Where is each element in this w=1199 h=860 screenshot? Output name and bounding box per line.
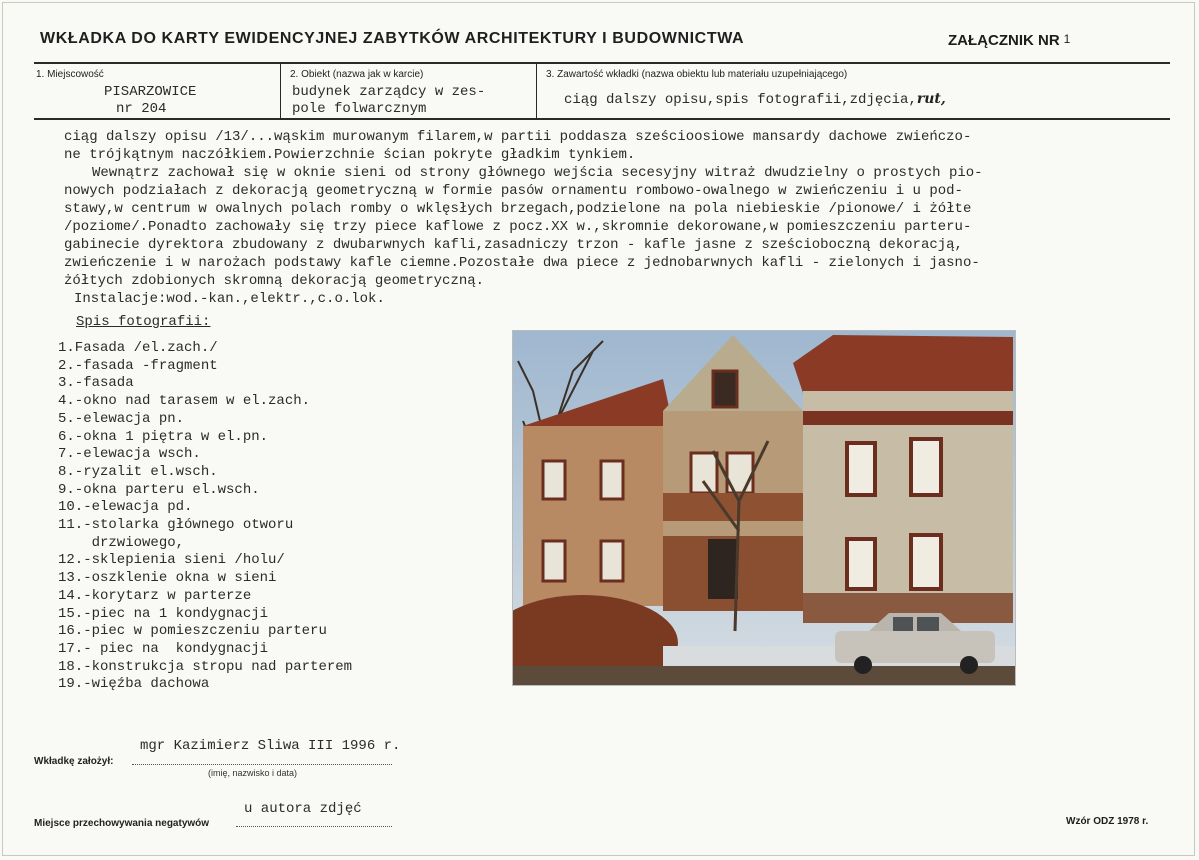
photo-list-item: 13.-oszklenie okna w sieni xyxy=(58,570,277,587)
description-line: Wewnątrz zachował się w oknie sieni od strony głównego wejścia secesyjny witraż dwudzielny o prostych pio- xyxy=(92,165,983,181)
photo-list-item: 17.- piec na kondygnacji xyxy=(58,640,269,657)
attachment-value: 1 xyxy=(1063,32,1071,46)
photo-list-item: 14.-korytarz w parterze xyxy=(58,587,252,604)
photo-list-item: 10.-elewacja pd. xyxy=(58,499,193,516)
field-3-label: 3. Zawartość wkładki (nazwa obiektu lub materiału uzupełniającego) xyxy=(546,69,848,80)
prepared-by-label: Wkładkę założył: xyxy=(34,756,114,767)
field-2-object-line2: pole folwarcznym xyxy=(292,101,427,117)
field-divider-2 xyxy=(536,63,537,118)
photo-list-item: 9.-okna parteru el.wsch. xyxy=(58,481,260,498)
photo-list-item: 11.-stolarka głównego otworu xyxy=(58,517,294,534)
photo-list-item: 1.Fasada /el.zach./ xyxy=(58,340,218,356)
photo-list-item: 18.-konstrukcja stropu nad parterem xyxy=(58,658,353,675)
photo-list-item: 7.-elewacja wsch. xyxy=(58,446,201,463)
form-title: WKŁADKA DO KARTY EWIDENCYJNEJ ZABYTKÓW ARCHITEKTURY I BUDOWNICTWA xyxy=(40,30,745,47)
field-1-label: 1. Miejscowość xyxy=(36,69,104,80)
photo-list xyxy=(58,340,352,694)
prepared-by-value: mgr Kazimierz Sliwa III 1996 r. xyxy=(140,738,401,754)
description-line: stawy,w centrum w owalnych polach romby o wklęsłych brzegach,podzielone na pola niebieskie /pionowe/ i żółte xyxy=(64,201,972,217)
field-3-contents xyxy=(564,91,946,109)
photo-list-item: 19.-więźba dachowa xyxy=(58,676,210,693)
prepared-by-line xyxy=(132,764,392,765)
description-line: ciąg dalszy opisu /13/...wąskim murowanym filarem,w partii poddasza sześcioosiowe mansardy dachowe zwieńczo- xyxy=(64,129,972,145)
description-line: gabinecie dyrektora zbudowany z dwubarwnych kafli,zasadniczy trzon - kafle jasne z sześcioboczną dekoracją, xyxy=(64,237,963,253)
header-rule-bottom xyxy=(34,118,1170,120)
attachment-number xyxy=(948,32,1070,49)
field-3-handwritten-note: rut, xyxy=(916,91,946,107)
photo-list-item: drzwiowego, xyxy=(58,534,185,551)
photo-list-item: 4.-okno nad tarasem w el.zach. xyxy=(58,393,311,410)
description-line: żółtych zdobionych skromną dekoracją geometryczną. xyxy=(64,273,485,289)
field-1-number: nr 204 xyxy=(116,101,167,117)
description-line: zwieńczenie i w narożach podstawy kafle ciemne.Pozostałe dwa piece z jednobarwnych kafli - zielonych i jasno- xyxy=(64,255,980,271)
negatives-location-label: Miejsce przechowywania negatywów xyxy=(34,818,210,829)
header-rule-top xyxy=(34,62,1170,64)
field-2-object-line1: budynek zarządcy w zes- xyxy=(292,84,486,100)
photo-list-item: 5.-elewacja pn. xyxy=(58,410,185,427)
prepared-by-note: (imię, nazwisko i data) xyxy=(208,768,298,778)
description-text xyxy=(64,128,1174,308)
field-divider-1 xyxy=(280,63,281,118)
building-photograph xyxy=(512,330,1016,686)
negatives-location-value: u autora zdjęć xyxy=(244,801,362,817)
attachment-label: ZAŁĄCZNIK NR xyxy=(948,32,1060,49)
photo-list-item: 3.-fasada xyxy=(58,375,134,392)
photo-list-item: 15.-piec na 1 kondygnacji xyxy=(58,605,269,622)
description-line: Instalacje:wod.-kan.,elektr.,c.o.lok. xyxy=(74,291,385,307)
negatives-location-line xyxy=(236,826,392,827)
description-line: /poziome/.Ponadto zachowały się trzy piece kaflowe z pocz.XX w.,skromnie dekorowane,w pomieszczeniu parteru- xyxy=(64,219,972,235)
photo-list-item: 2.-fasada -fragment xyxy=(58,357,218,374)
description-line: ne trójkątnym naczółkiem.Powierzchnie ścian pokryte gładkim tynkiem. xyxy=(64,147,636,163)
field-3-contents-text: ciąg dalszy opisu,spis fotografii,zdjęcia, xyxy=(564,92,917,108)
form-template-note: Wzór ODZ 1978 r. xyxy=(1066,816,1149,827)
photo-list-title: Spis fotografii: xyxy=(76,314,211,330)
description-line: nowych podziałach z dekoracją geometryczną w formie pasów ornamentu rombowo-owalnego w zwieńczeniu i u pod- xyxy=(64,183,963,199)
field-1-locality: PISARZOWICE xyxy=(104,84,197,100)
photo-list-item: 8.-ryzalit el.wsch. xyxy=(58,463,218,480)
field-2-label: 2. Obiekt (nazwa jak w karcie) xyxy=(290,69,424,80)
photo-list-item: 6.-okna 1 piętra w el.pn. xyxy=(58,428,269,445)
photo-list-item: 12.-sklepienia sieni /holu/ xyxy=(58,552,285,569)
photo-list-item: 16.-piec w pomieszczeniu parteru xyxy=(58,623,327,640)
